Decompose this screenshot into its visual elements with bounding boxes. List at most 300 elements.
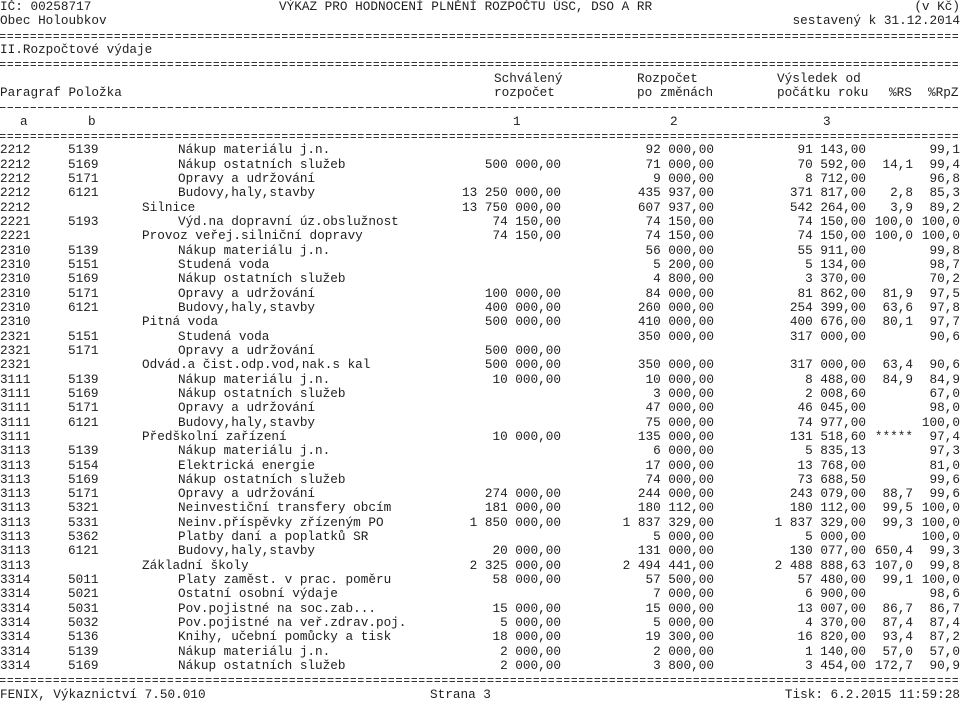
table-row: [0, 401, 960, 415]
revised-budget-cell: 74 150,00: [645, 213, 714, 229]
polozka-cell: 5321: [68, 500, 99, 516]
polozka-cell: 6121: [68, 185, 99, 201]
section-title: II.Rozpočtové výdaje: [0, 41, 153, 57]
result-cell: 5 134,00: [805, 256, 866, 272]
result-cell: 1 140,00: [805, 643, 866, 659]
column-header-paragraf-polozka: Paragraf Položka: [0, 84, 122, 100]
table-row: [0, 544, 960, 558]
paragraf-cell: 3314: [0, 658, 31, 674]
revised-budget-cell: 9 000,00: [653, 170, 714, 186]
pct-rs-cell: 87,4: [882, 615, 913, 631]
table-row: [0, 416, 960, 430]
approved-budget-cell: 58 000,00: [492, 572, 561, 588]
table-row: [0, 158, 960, 172]
item-name: Knihy, učební pomůcky a tisk: [178, 629, 392, 645]
polozka-cell: 5171: [68, 486, 99, 502]
report-header-line-1: [0, 0, 960, 14]
result-cell: 180 112,00: [789, 500, 866, 516]
polozka-cell: 5171: [68, 285, 99, 301]
pct-rs-cell: 107,0: [874, 557, 913, 573]
result-cell: 70 592,00: [797, 156, 866, 172]
pct-rpz-cell: 87,4: [929, 615, 960, 631]
paragraf-cell: 3314: [0, 629, 31, 645]
pct-rs-cell: 57,0: [882, 643, 913, 659]
item-name: Předškolní zařízení: [142, 428, 287, 444]
pct-rpz-cell: 96,8: [929, 170, 960, 186]
polozka-cell: 5151: [68, 256, 99, 272]
paragraf-cell: 3113: [0, 471, 31, 487]
result-cell: 13 007,00: [797, 600, 866, 616]
table-row: [0, 301, 960, 315]
pct-rpz-cell: 98,0: [929, 400, 960, 416]
item-name: Studená voda: [178, 256, 270, 272]
revised-budget-cell: 1 837 329,00: [622, 514, 714, 530]
paragraf-cell: 2321: [0, 357, 31, 373]
double-rule: [0, 678, 960, 682]
subtotal-row: [0, 315, 960, 329]
result-cell: 74 150,00: [797, 228, 866, 244]
column-header-result-bottom: počátku roku: [777, 84, 869, 100]
approved-budget-cell: 5 000,00: [500, 615, 561, 631]
result-cell: 4 370,00: [805, 615, 866, 631]
pct-rpz-cell: 70,2: [929, 271, 960, 287]
polozka-cell: 5169: [68, 658, 99, 674]
pct-rpz-cell: 98,6: [929, 586, 960, 602]
item-name: Provoz veřej.silniční dopravy: [142, 228, 363, 244]
table-row: [0, 587, 960, 601]
pct-rpz-cell: 99,6: [929, 471, 960, 487]
pct-rpz-cell: 99,8: [929, 242, 960, 258]
revised-budget-cell: 410 000,00: [637, 314, 714, 330]
pct-rpz-cell: 90,6: [929, 328, 960, 344]
ic-number: IČ: 00258717: [0, 0, 92, 14]
revised-budget-cell: 3 000,00: [653, 385, 714, 401]
polozka-cell: 5169: [68, 471, 99, 487]
item-name: Budovy,haly,stavby: [178, 414, 316, 430]
pct-rs-cell: 172,7: [874, 658, 913, 674]
table-row: [0, 373, 960, 387]
item-name: Nákup ostatních služeb: [178, 658, 346, 674]
paragraf-cell: 3314: [0, 615, 31, 631]
item-name: Nákup ostatních služeb: [178, 156, 346, 172]
revised-budget-cell: 350 000,00: [637, 357, 714, 373]
approved-budget-cell: 1 850 000,00: [469, 514, 561, 530]
polozka-cell: 5139: [68, 142, 99, 158]
paragraf-cell: 3111: [0, 428, 31, 444]
pct-rpz-cell: 98,7: [929, 256, 960, 272]
pct-rs-cell: 99,5: [882, 500, 913, 516]
revised-budget-cell: 5 200,00: [653, 256, 714, 272]
pct-rpz-cell: 100,0: [921, 228, 960, 244]
polozka-cell: 5169: [68, 156, 99, 172]
item-name: Budovy,haly,stavby: [178, 543, 316, 559]
item-name: Opravy a udržování: [178, 400, 316, 416]
table-row: [0, 501, 960, 515]
table-row: [0, 387, 960, 401]
item-name: Pov.pojistné na soc.zab...: [178, 600, 376, 616]
paragraf-cell: 3113: [0, 457, 31, 473]
polozka-cell: 6121: [68, 299, 99, 315]
result-cell: 5 835,13: [805, 443, 866, 459]
item-name: Elektrická energie: [178, 457, 316, 473]
subtotal-row: [0, 430, 960, 444]
approved-budget-cell: 2 325 000,00: [469, 557, 561, 573]
approved-budget-cell: 500 000,00: [484, 342, 561, 358]
table-row: [0, 287, 960, 301]
table-row: [0, 659, 960, 673]
approved-budget-cell: 400 000,00: [484, 299, 561, 315]
print-timestamp: Tisk: 6.2.2015 11:59:28: [784, 686, 960, 702]
report-title: VÝKAZ PRO HODNOCENÍ PLNĚNÍ ROZPOČTU ÚSC, DSO A RR: [279, 0, 653, 14]
pct-rpz-cell: 97,5: [929, 285, 960, 301]
revised-budget-cell: 19 300,00: [645, 629, 714, 645]
pct-rs-cell: 99,1: [882, 572, 913, 588]
item-name: Nákup materiálu j.n.: [178, 371, 331, 387]
paragraf-cell: 2310: [0, 256, 31, 272]
revised-budget-cell: 350 000,00: [637, 328, 714, 344]
pct-rpz-cell: 85,3: [929, 185, 960, 201]
result-cell: 8 712,00: [805, 170, 866, 186]
item-name: Nákup ostatních služeb: [178, 271, 346, 287]
pct-rpz-cell: 87,2: [929, 629, 960, 645]
double-rule: [0, 62, 960, 66]
result-cell: 371 817,00: [789, 185, 866, 201]
pct-rpz-cell: 99,4: [929, 156, 960, 172]
column-header-revised-top: Rozpočet: [637, 70, 698, 86]
pct-rpz-cell: 100,0: [921, 514, 960, 530]
polozka-cell: 5362: [68, 529, 99, 545]
revised-budget-cell: 2 000,00: [653, 643, 714, 659]
revised-budget-cell: 135 000,00: [637, 428, 714, 444]
table-row: [0, 459, 960, 473]
report-header-line-2: [0, 14, 960, 28]
paragraf-cell: 3111: [0, 400, 31, 416]
result-cell: 57 480,00: [797, 572, 866, 588]
approved-budget-cell: 18 000,00: [492, 629, 561, 645]
item-name: Platby daní a poplatků SR: [178, 529, 369, 545]
pct-rs-cell: 100,0: [874, 213, 913, 229]
result-cell: 16 820,00: [797, 629, 866, 645]
result-cell: 3 370,00: [805, 271, 866, 287]
polozka-cell: 5154: [68, 457, 99, 473]
pct-rpz-cell: 97,4: [929, 428, 960, 444]
paragraf-cell: 2321: [0, 342, 31, 358]
pct-rs-cell: 63,6: [882, 299, 913, 315]
column-header-row-1: [0, 72, 960, 86]
paragraf-cell: 2212: [0, 185, 31, 201]
polozka-cell: 5139: [68, 643, 99, 659]
polozka-cell: 6121: [68, 543, 99, 559]
pct-rpz-cell: 90,9: [929, 658, 960, 674]
paragraf-cell: 2310: [0, 285, 31, 301]
paragraf-cell: 3314: [0, 600, 31, 616]
column-header-row-2: [0, 86, 960, 100]
section-title-line: [0, 43, 960, 57]
revised-budget-cell: 7 000,00: [653, 586, 714, 602]
pct-rpz-cell: 97,8: [929, 299, 960, 315]
pct-rs-cell: 93,4: [882, 629, 913, 645]
currency-note: (v Kč): [914, 0, 960, 14]
item-name: Silnice: [142, 199, 196, 215]
pct-rs-cell: 3,9: [890, 199, 913, 215]
result-cell: 73 688,50: [797, 471, 866, 487]
paragraf-cell: 3111: [0, 371, 31, 387]
pct-rpz-cell: 99,6: [929, 486, 960, 502]
budget-table-body: [0, 143, 960, 673]
polozka-cell: 5031: [68, 600, 99, 616]
result-cell: 317 000,00: [789, 357, 866, 373]
revised-budget-cell: 2 494 441,00: [622, 557, 714, 573]
dashed-rule: [0, 107, 960, 108]
item-name: Opravy a udržování: [178, 342, 316, 358]
table-row: [0, 530, 960, 544]
paragraf-cell: 3113: [0, 557, 31, 573]
approved-budget-cell: 13 750 000,00: [462, 199, 561, 215]
paragraf-cell: 2221: [0, 213, 31, 229]
paragraf-cell: 3113: [0, 500, 31, 516]
result-cell: 1 837 329,00: [774, 514, 866, 530]
separator-line: [0, 673, 960, 687]
paragraf-cell: 2212: [0, 142, 31, 158]
polozka-cell: 5171: [68, 400, 99, 416]
pct-rpz-cell: 99,3: [929, 543, 960, 559]
revised-budget-cell: 15 000,00: [645, 600, 714, 616]
table-row: [0, 444, 960, 458]
paragraf-cell: 3113: [0, 529, 31, 545]
column-code-row: [0, 115, 960, 129]
subtotal-row: [0, 559, 960, 573]
result-cell: 2 488 888,63: [774, 557, 866, 573]
pct-rpz-cell: 99,8: [929, 557, 960, 573]
pct-rpz-cell: 100,0: [921, 414, 960, 430]
approved-budget-cell: 10 000,00: [492, 428, 561, 444]
pct-rpz-cell: 100,0: [921, 213, 960, 229]
page-number: Strana 3: [430, 686, 491, 702]
revised-budget-cell: 92 000,00: [645, 142, 714, 158]
pct-rpz-cell: 99,1: [929, 142, 960, 158]
table-row: [0, 573, 960, 587]
result-cell: 542 264,00: [789, 199, 866, 215]
item-name: Opravy a udržování: [178, 285, 316, 301]
column-code-1: 1: [513, 113, 521, 129]
paragraf-cell: 3314: [0, 643, 31, 659]
result-cell: 254 399,00: [789, 299, 866, 315]
polozka-cell: 5011: [68, 572, 99, 588]
approved-budget-cell: 500 000,00: [484, 314, 561, 330]
revised-budget-cell: 74 150,00: [645, 228, 714, 244]
table-row: [0, 602, 960, 616]
pct-rpz-cell: 90,6: [929, 357, 960, 373]
pct-rpz-cell: 100,0: [921, 529, 960, 545]
table-row: [0, 244, 960, 258]
double-rule: [0, 34, 960, 38]
column-header-result-top: Výsledek od: [777, 70, 861, 86]
paragraf-cell: 2212: [0, 156, 31, 172]
item-name: Pitná voda: [142, 314, 219, 330]
table-row: [0, 516, 960, 530]
paragraf-cell: 2321: [0, 328, 31, 344]
pct-rpz-cell: 86,7: [929, 600, 960, 616]
approved-budget-cell: 2 000,00: [500, 658, 561, 674]
result-cell: 13 768,00: [797, 457, 866, 473]
table-row: [0, 215, 960, 229]
result-cell: 3 454,00: [805, 658, 866, 674]
table-row: [0, 272, 960, 286]
column-header-pct-rs: %RS: [889, 84, 912, 100]
polozka-cell: 5169: [68, 271, 99, 287]
item-name: Budovy,haly,stavby: [178, 185, 316, 201]
paragraf-cell: 2310: [0, 271, 31, 287]
pct-rpz-cell: 67,0: [929, 385, 960, 401]
result-cell: 55 911,00: [797, 242, 866, 258]
revised-budget-cell: 260 000,00: [637, 299, 714, 315]
item-name: Platy zaměst. v prac. poměru: [178, 572, 392, 588]
pct-rpz-cell: 81,0: [929, 457, 960, 473]
table-row: [0, 172, 960, 186]
revised-budget-cell: 607 937,00: [637, 199, 714, 215]
result-cell: 74 150,00: [797, 213, 866, 229]
revised-budget-cell: 47 000,00: [645, 400, 714, 416]
revised-budget-cell: 6 000,00: [653, 443, 714, 459]
revised-budget-cell: 180 112,00: [637, 500, 714, 516]
revised-budget-cell: 10 000,00: [645, 371, 714, 387]
paragraf-cell: 2310: [0, 299, 31, 315]
pct-rpz-cell: 100,0: [921, 500, 960, 516]
double-rule: [0, 134, 960, 138]
pct-rs-cell: 81,9: [882, 285, 913, 301]
approved-budget-cell: 13 250 000,00: [462, 185, 561, 201]
separator-line: [0, 100, 960, 114]
pct-rs-cell: 650,4: [874, 543, 913, 559]
result-cell: 81 862,00: [797, 285, 866, 301]
revised-budget-cell: 5 000,00: [653, 529, 714, 545]
pct-rpz-cell: 97,7: [929, 314, 960, 330]
table-row: [0, 487, 960, 501]
revised-budget-cell: 57 500,00: [645, 572, 714, 588]
item-name: Ostatní osobní výdaje: [178, 586, 338, 602]
subtotal-row: [0, 229, 960, 243]
approved-budget-cell: 20 000,00: [492, 543, 561, 559]
separator-line: [0, 29, 960, 43]
approved-budget-cell: 100 000,00: [484, 285, 561, 301]
paragraf-cell: 2221: [0, 228, 31, 244]
separator-line: [0, 57, 960, 71]
item-name: Nákup materiálu j.n.: [178, 142, 331, 158]
revised-budget-cell: 5 000,00: [653, 615, 714, 631]
table-row: [0, 330, 960, 344]
item-name: Nákup ostatních služeb: [178, 385, 346, 401]
item-name: Výd.na dopravní úz.obslužnost: [178, 213, 399, 229]
item-name: Nákup ostatních služeb: [178, 471, 346, 487]
approved-budget-cell: 181 000,00: [484, 500, 561, 516]
municipality-name: Obec Holoubkov: [0, 13, 107, 29]
polozka-cell: 6121: [68, 414, 99, 430]
report-date: sestavený k 31.12.2014: [792, 13, 960, 29]
polozka-cell: 5032: [68, 615, 99, 631]
paragraf-cell: 3111: [0, 414, 31, 430]
table-row: [0, 645, 960, 659]
polozka-cell: 5139: [68, 371, 99, 387]
result-cell: 317 000,00: [789, 328, 866, 344]
revised-budget-cell: 3 800,00: [653, 658, 714, 674]
table-row: [0, 186, 960, 200]
approved-budget-cell: 74 150,00: [492, 213, 561, 229]
pct-rpz-cell: 97,3: [929, 443, 960, 459]
revised-budget-cell: 74 000,00: [645, 471, 714, 487]
pct-rs-cell: 100,0: [874, 228, 913, 244]
column-code-a: a: [20, 113, 28, 129]
column-code-b: b: [88, 113, 96, 129]
revised-budget-cell: 244 000,00: [637, 486, 714, 502]
pct-rpz-cell: 89,2: [929, 199, 960, 215]
result-cell: 5 000,00: [805, 529, 866, 545]
column-code-2: 2: [670, 113, 678, 129]
paragraf-cell: 3113: [0, 486, 31, 502]
result-cell: 400 676,00: [789, 314, 866, 330]
result-cell: 6 900,00: [805, 586, 866, 602]
paragraf-cell: 3113: [0, 443, 31, 459]
result-cell: 8 488,00: [805, 371, 866, 387]
polozka-cell: 5151: [68, 328, 99, 344]
column-header-approved-bottom: rozpočet: [494, 84, 555, 100]
pct-rpz-cell: 57,0: [929, 643, 960, 659]
pct-rs-cell: *****: [874, 428, 913, 444]
report-footer: [0, 688, 960, 702]
polozka-cell: 5193: [68, 213, 99, 229]
result-cell: 130 077,00: [789, 543, 866, 559]
paragraf-cell: 2212: [0, 199, 31, 215]
polozka-cell: 5139: [68, 443, 99, 459]
item-name: Základní školy: [142, 557, 249, 573]
table-row: [0, 630, 960, 644]
revised-budget-cell: 4 800,00: [653, 271, 714, 287]
pct-rpz-cell: 100,0: [921, 572, 960, 588]
item-name: Budovy,haly,stavby: [178, 299, 316, 315]
item-name: Neinv.příspěvky zřízeným PO: [178, 514, 384, 530]
pct-rs-cell: 99,3: [882, 514, 913, 530]
pct-rpz-cell: 84,9: [929, 371, 960, 387]
paragraf-cell: 3314: [0, 572, 31, 588]
result-cell: 46 045,00: [797, 400, 866, 416]
column-code-3: 3: [823, 113, 831, 129]
revised-budget-cell: 131 000,00: [637, 543, 714, 559]
paragraf-cell: 2212: [0, 170, 31, 186]
approved-budget-cell: 10 000,00: [492, 371, 561, 387]
software-version: FENIX, Výkaznictví 7.50.010: [0, 686, 206, 702]
result-cell: 74 977,00: [797, 414, 866, 430]
polozka-cell: 5171: [68, 342, 99, 358]
result-cell: 243 079,00: [789, 486, 866, 502]
revised-budget-cell: 435 937,00: [637, 185, 714, 201]
polozka-cell: 5021: [68, 586, 99, 602]
revised-budget-cell: 17 000,00: [645, 457, 714, 473]
revised-budget-cell: 84 000,00: [645, 285, 714, 301]
paragraf-cell: 3113: [0, 543, 31, 559]
paragraf-cell: 2310: [0, 242, 31, 258]
paragraf-cell: 2310: [0, 314, 31, 330]
table-row: [0, 473, 960, 487]
polozka-cell: 5139: [68, 242, 99, 258]
polozka-cell: 5331: [68, 514, 99, 530]
approved-budget-cell: 74 150,00: [492, 228, 561, 244]
subtotal-row: [0, 201, 960, 215]
paragraf-cell: 3113: [0, 514, 31, 530]
subtotal-row: [0, 358, 960, 372]
result-cell: 2 008,60: [805, 385, 866, 401]
pct-rs-cell: 88,7: [882, 486, 913, 502]
pct-rs-cell: 14,1: [882, 156, 913, 172]
table-row: [0, 616, 960, 630]
